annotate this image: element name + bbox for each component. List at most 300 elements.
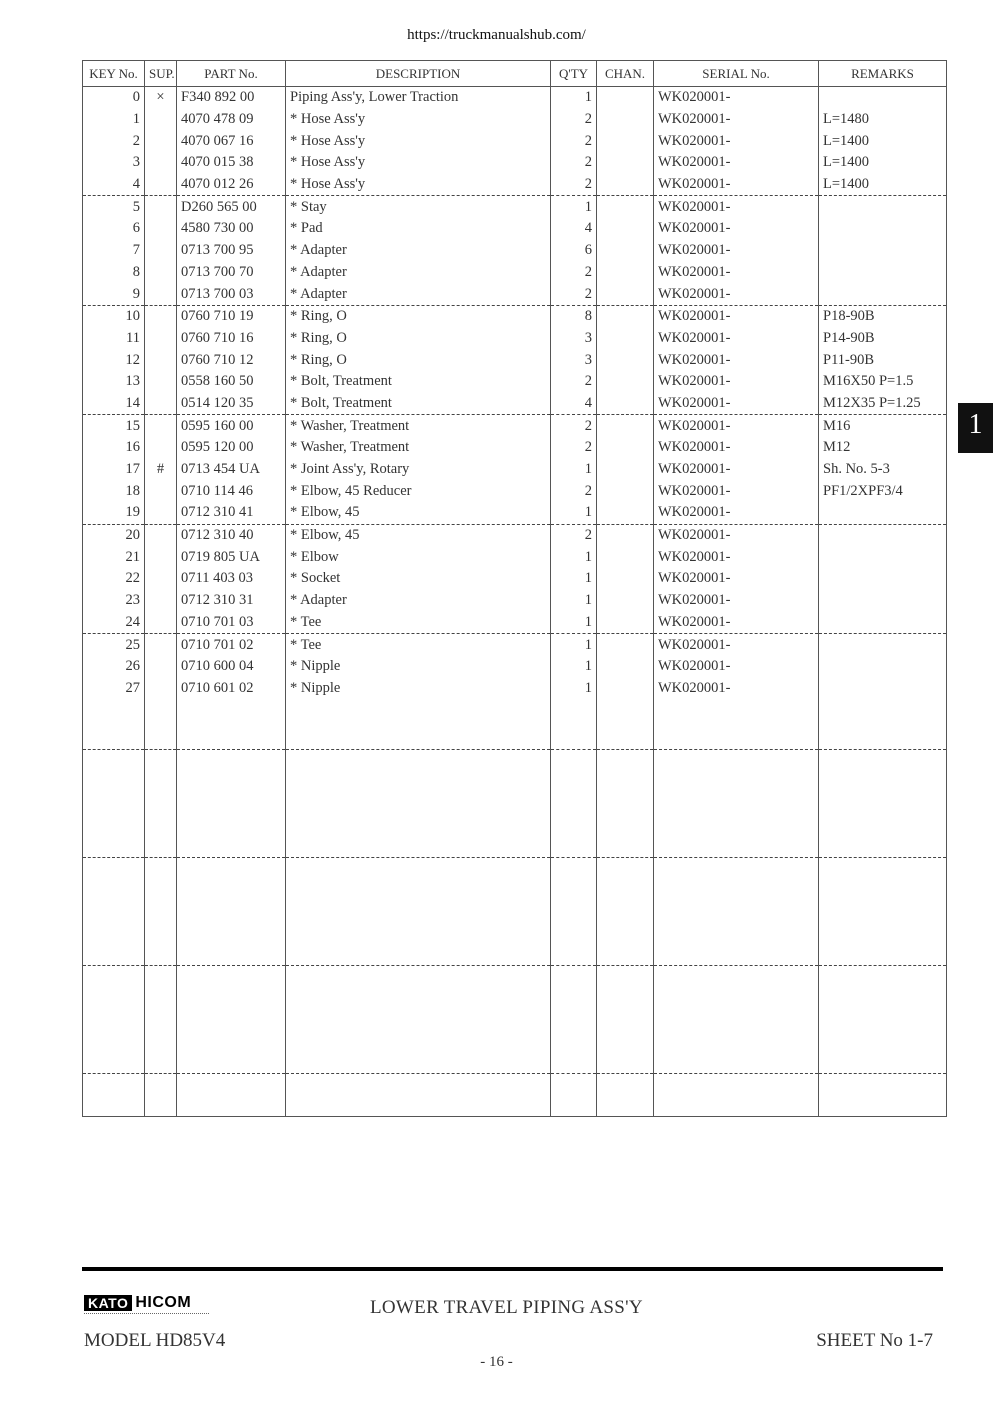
empty-cell [83, 750, 145, 858]
cell-key: 17 [83, 459, 145, 481]
cell-desc: * Washer, Treatment [286, 437, 551, 459]
cell-sup [145, 546, 177, 568]
cell-remarks [819, 656, 947, 678]
cell-sup [145, 218, 177, 240]
cell-remarks [819, 283, 947, 305]
cell-key: 24 [83, 612, 145, 634]
cell-key: 16 [83, 437, 145, 459]
cell-remarks [819, 678, 947, 700]
cell-desc: * Hose Ass'y [286, 152, 551, 174]
cell-sup [145, 130, 177, 152]
cell-chan [597, 678, 654, 700]
cell-serial: WK020001- [654, 546, 819, 568]
logo-hicom-text: HICOM [135, 1294, 192, 1311]
cell-part: 0710 114 46 [177, 480, 286, 502]
cell-qty: 2 [551, 130, 597, 152]
cell-qty: 4 [551, 393, 597, 415]
cell-chan [597, 130, 654, 152]
cell-chan [597, 218, 654, 240]
cell-qty: 6 [551, 240, 597, 262]
cell-remarks: P11-90B [819, 349, 947, 371]
cell-qty: 1 [551, 634, 597, 656]
cell-key: 21 [83, 546, 145, 568]
empty-cell [145, 750, 177, 858]
model-label: MODEL HD85V4 [84, 1330, 226, 1351]
cell-serial: WK020001- [654, 437, 819, 459]
cell-part: 0514 120 35 [177, 393, 286, 415]
empty-cell [177, 858, 286, 966]
cell-remarks [819, 87, 947, 109]
cell-desc: * Bolt, Treatment [286, 371, 551, 393]
cell-remarks: L=1400 [819, 174, 947, 196]
table-row [83, 524, 947, 546]
table-row [83, 371, 947, 393]
table-row [83, 656, 947, 678]
cell-qty: 1 [551, 196, 597, 218]
col-header-part: PART No. [177, 61, 286, 87]
empty-row-block [83, 699, 947, 750]
cell-part: 4070 067 16 [177, 130, 286, 152]
cell-desc: * Hose Ass'y [286, 130, 551, 152]
cell-chan [597, 262, 654, 284]
cell-qty: 1 [551, 656, 597, 678]
parts-table [82, 60, 947, 1117]
cell-desc: * Elbow, 45 Reducer [286, 480, 551, 502]
table-row [83, 459, 947, 481]
empty-cell [177, 699, 286, 750]
table-row [83, 218, 947, 240]
cell-part: 0558 160 50 [177, 371, 286, 393]
cell-part: 0595 120 00 [177, 437, 286, 459]
empty-cell [286, 1074, 551, 1117]
cell-qty: 2 [551, 152, 597, 174]
cell-chan [597, 634, 654, 656]
cell-remarks: P14-90B [819, 328, 947, 350]
col-header-chan: CHAN. [597, 61, 654, 87]
cell-qty: 2 [551, 480, 597, 502]
cell-part: 0710 600 04 [177, 656, 286, 678]
cell-desc: * Adapter [286, 262, 551, 284]
empty-cell [177, 966, 286, 1074]
cell-key: 26 [83, 656, 145, 678]
col-header-remarks: REMARKS [819, 61, 947, 87]
logo-kato-text: KATO [84, 1295, 132, 1311]
cell-sup [145, 349, 177, 371]
table-row [83, 612, 947, 634]
cell-remarks: M16X50 P=1.5 [819, 371, 947, 393]
empty-cell [286, 750, 551, 858]
cell-serial: WK020001- [654, 240, 819, 262]
empty-cell [83, 966, 145, 1074]
cell-key: 4 [83, 174, 145, 196]
table-header-row [83, 61, 947, 87]
col-header-key: KEY No. [83, 61, 145, 87]
cell-serial: WK020001- [654, 174, 819, 196]
col-header-qty: Q'TY [551, 61, 597, 87]
col-header-sup: SUP. [145, 61, 177, 87]
cell-key: 20 [83, 524, 145, 546]
section-tab: 1 [958, 403, 993, 453]
cell-serial: WK020001- [654, 130, 819, 152]
cell-sup [145, 196, 177, 218]
cell-serial: WK020001- [654, 480, 819, 502]
cell-desc: * Tee [286, 634, 551, 656]
cell-sup [145, 590, 177, 612]
cell-serial: WK020001- [654, 328, 819, 350]
cell-remarks: M16 [819, 415, 947, 437]
cell-serial: WK020001- [654, 87, 819, 109]
cell-remarks: M12 [819, 437, 947, 459]
table-row [83, 349, 947, 371]
cell-part: 4070 012 26 [177, 174, 286, 196]
kato-hicom-logo [84, 1294, 191, 1312]
cell-serial: WK020001- [654, 678, 819, 700]
cell-key: 27 [83, 678, 145, 700]
cell-qty: 2 [551, 283, 597, 305]
cell-qty: 1 [551, 568, 597, 590]
table-row [83, 240, 947, 262]
empty-cell [83, 858, 145, 966]
cell-part: 4070 015 38 [177, 152, 286, 174]
cell-qty: 2 [551, 415, 597, 437]
empty-cell [551, 1074, 597, 1117]
cell-serial: WK020001- [654, 196, 819, 218]
cell-qty: 2 [551, 262, 597, 284]
cell-desc: * Hose Ass'y [286, 109, 551, 131]
table-row [83, 305, 947, 327]
cell-remarks [819, 634, 947, 656]
cell-qty: 2 [551, 437, 597, 459]
cell-qty: 2 [551, 371, 597, 393]
cell-qty: 4 [551, 218, 597, 240]
cell-remarks: PF1/2XPF3/4 [819, 480, 947, 502]
table-row [83, 678, 947, 700]
cell-remarks: L=1480 [819, 109, 947, 131]
cell-desc: * Adapter [286, 590, 551, 612]
table-row [83, 130, 947, 152]
table-row [83, 328, 947, 350]
cell-serial: WK020001- [654, 305, 819, 327]
cell-key: 1 [83, 109, 145, 131]
cell-chan [597, 283, 654, 305]
logo-subline [84, 1313, 209, 1316]
empty-cell [654, 699, 819, 750]
cell-part: 4580 730 00 [177, 218, 286, 240]
empty-cell [597, 966, 654, 1074]
cell-part: 0713 454 UA [177, 459, 286, 481]
table-row [83, 174, 947, 196]
cell-sup [145, 283, 177, 305]
empty-cell [286, 699, 551, 750]
cell-sup [145, 568, 177, 590]
cell-chan [597, 524, 654, 546]
cell-sup [145, 415, 177, 437]
cell-part: 0760 710 12 [177, 349, 286, 371]
cell-part: 4070 478 09 [177, 109, 286, 131]
cell-key: 2 [83, 130, 145, 152]
cell-key: 9 [83, 283, 145, 305]
cell-remarks: Sh. No. 5-3 [819, 459, 947, 481]
cell-key: 13 [83, 371, 145, 393]
cell-desc: * Adapter [286, 283, 551, 305]
cell-remarks [819, 590, 947, 612]
cell-desc: * Pad [286, 218, 551, 240]
cell-part: 0710 701 03 [177, 612, 286, 634]
cell-desc: * Elbow, 45 [286, 502, 551, 524]
empty-cell [177, 1074, 286, 1117]
cell-desc: * Ring, O [286, 349, 551, 371]
cell-serial: WK020001- [654, 459, 819, 481]
cell-sup [145, 174, 177, 196]
cell-desc: * Washer, Treatment [286, 415, 551, 437]
cell-chan [597, 349, 654, 371]
cell-key: 10 [83, 305, 145, 327]
cell-chan [597, 174, 654, 196]
cell-key: 6 [83, 218, 145, 240]
cell-remarks [819, 218, 947, 240]
empty-row-block [83, 966, 947, 1074]
cell-serial: WK020001- [654, 656, 819, 678]
cell-serial: WK020001- [654, 109, 819, 131]
empty-cell [145, 1074, 177, 1117]
cell-sup [145, 480, 177, 502]
cell-chan [597, 393, 654, 415]
cell-qty: 1 [551, 590, 597, 612]
table-row [83, 480, 947, 502]
cell-sup [145, 678, 177, 700]
cell-serial: WK020001- [654, 393, 819, 415]
empty-cell [83, 699, 145, 750]
cell-desc: * Adapter [286, 240, 551, 262]
cell-part: 0712 310 31 [177, 590, 286, 612]
empty-cell [819, 750, 947, 858]
cell-serial: WK020001- [654, 349, 819, 371]
empty-cell [654, 1074, 819, 1117]
empty-cell [145, 966, 177, 1074]
cell-sup [145, 502, 177, 524]
empty-cell [819, 1074, 947, 1117]
cell-sup [145, 437, 177, 459]
cell-chan [597, 109, 654, 131]
cell-key: 15 [83, 415, 145, 437]
cell-sup [145, 262, 177, 284]
cell-sup: × [145, 87, 177, 109]
empty-row-block [83, 858, 947, 966]
cell-remarks: L=1400 [819, 130, 947, 152]
cell-part: D260 565 00 [177, 196, 286, 218]
cell-qty: 1 [551, 459, 597, 481]
cell-remarks [819, 502, 947, 524]
cell-key: 12 [83, 349, 145, 371]
table-row [83, 502, 947, 524]
empty-cell [551, 966, 597, 1074]
table-row [83, 152, 947, 174]
empty-cell [597, 1074, 654, 1117]
cell-remarks [819, 196, 947, 218]
cell-part: 0710 701 02 [177, 634, 286, 656]
cell-desc: * Ring, O [286, 305, 551, 327]
empty-cell [551, 858, 597, 966]
cell-desc: * Nipple [286, 656, 551, 678]
cell-part: 0712 310 40 [177, 524, 286, 546]
cell-sup [145, 524, 177, 546]
cell-chan [597, 152, 654, 174]
cell-desc: * Stay [286, 196, 551, 218]
cell-desc: * Tee [286, 612, 551, 634]
cell-serial: WK020001- [654, 371, 819, 393]
sheet-number: SHEET No 1-7 [816, 1330, 933, 1351]
cell-serial: WK020001- [654, 612, 819, 634]
table-row [83, 87, 947, 109]
cell-qty: 1 [551, 612, 597, 634]
empty-cell [654, 858, 819, 966]
cell-qty: 2 [551, 174, 597, 196]
cell-key: 11 [83, 328, 145, 350]
cell-serial: WK020001- [654, 152, 819, 174]
cell-desc: * Elbow, 45 [286, 524, 551, 546]
cell-qty: 2 [551, 109, 597, 131]
cell-sup [145, 393, 177, 415]
cell-part: 0760 710 16 [177, 328, 286, 350]
cell-key: 22 [83, 568, 145, 590]
table-row [83, 415, 947, 437]
table-row [83, 393, 947, 415]
cell-remarks [819, 240, 947, 262]
col-header-serial: SERIAL No. [654, 61, 819, 87]
source-url: https://truckmanualshub.com/ [407, 27, 586, 43]
cell-chan [597, 656, 654, 678]
cell-sup [145, 305, 177, 327]
cell-key: 8 [83, 262, 145, 284]
cell-remarks [819, 262, 947, 284]
cell-serial: WK020001- [654, 218, 819, 240]
cell-sup [145, 656, 177, 678]
cell-qty: 1 [551, 546, 597, 568]
table-row [83, 546, 947, 568]
cell-qty: 3 [551, 328, 597, 350]
cell-serial: WK020001- [654, 262, 819, 284]
cell-desc: * Nipple [286, 678, 551, 700]
cell-serial: WK020001- [654, 524, 819, 546]
table-row [83, 437, 947, 459]
cell-part: 0710 601 02 [177, 678, 286, 700]
table-row [83, 283, 947, 305]
empty-cell [819, 699, 947, 750]
empty-cell [177, 750, 286, 858]
parts-table-body [83, 87, 947, 1117]
cell-sup [145, 612, 177, 634]
cell-desc: * Ring, O [286, 328, 551, 350]
cell-desc: * Socket [286, 568, 551, 590]
cell-remarks: L=1400 [819, 152, 947, 174]
empty-cell [145, 699, 177, 750]
cell-key: 5 [83, 196, 145, 218]
cell-chan [597, 240, 654, 262]
cell-desc: * Bolt, Treatment [286, 393, 551, 415]
cell-remarks [819, 546, 947, 568]
cell-qty: 8 [551, 305, 597, 327]
cell-desc: Piping Ass'y, Lower Traction [286, 87, 551, 109]
cell-sup [145, 371, 177, 393]
cell-key: 3 [83, 152, 145, 174]
cell-serial: WK020001- [654, 502, 819, 524]
cell-key: 7 [83, 240, 145, 262]
cell-part: 0595 160 00 [177, 415, 286, 437]
cell-part: 0713 700 95 [177, 240, 286, 262]
cell-sup [145, 109, 177, 131]
cell-part: F340 892 00 [177, 87, 286, 109]
cell-serial: WK020001- [654, 283, 819, 305]
cell-chan [597, 590, 654, 612]
cell-serial: WK020001- [654, 568, 819, 590]
empty-row-block [83, 1074, 947, 1117]
cell-key: 25 [83, 634, 145, 656]
empty-cell [654, 750, 819, 858]
cell-desc: * Elbow [286, 546, 551, 568]
cell-remarks [819, 568, 947, 590]
cell-qty: 1 [551, 502, 597, 524]
table-row [83, 634, 947, 656]
empty-cell [551, 750, 597, 858]
cell-key: 18 [83, 480, 145, 502]
empty-cell [819, 966, 947, 1074]
empty-cell [597, 858, 654, 966]
cell-desc: * Hose Ass'y [286, 174, 551, 196]
cell-chan [597, 415, 654, 437]
cell-part: 0712 310 41 [177, 502, 286, 524]
empty-cell [286, 966, 551, 1074]
cell-qty: 1 [551, 87, 597, 109]
table-row [83, 196, 947, 218]
cell-chan [597, 612, 654, 634]
cell-desc: * Joint Ass'y, Rotary [286, 459, 551, 481]
empty-cell [819, 858, 947, 966]
cell-qty: 1 [551, 678, 597, 700]
empty-cell [145, 858, 177, 966]
cell-remarks: P18-90B [819, 305, 947, 327]
cell-key: 0 [83, 87, 145, 109]
cell-chan [597, 437, 654, 459]
cell-key: 14 [83, 393, 145, 415]
empty-cell [286, 858, 551, 966]
cell-remarks [819, 612, 947, 634]
empty-cell [597, 750, 654, 858]
empty-cell [83, 1074, 145, 1117]
cell-chan [597, 502, 654, 524]
cell-remarks [819, 524, 947, 546]
cell-chan [597, 87, 654, 109]
empty-cell [551, 699, 597, 750]
cell-part: 0719 805 UA [177, 546, 286, 568]
cell-chan [597, 196, 654, 218]
cell-sup [145, 240, 177, 262]
cell-part: 0713 700 03 [177, 283, 286, 305]
cell-sup [145, 328, 177, 350]
cell-chan [597, 371, 654, 393]
cell-serial: WK020001- [654, 634, 819, 656]
cell-chan [597, 328, 654, 350]
table-row [83, 590, 947, 612]
cell-part: 0760 710 19 [177, 305, 286, 327]
empty-row-block [83, 750, 947, 858]
cell-serial: WK020001- [654, 590, 819, 612]
cell-chan [597, 480, 654, 502]
empty-cell [654, 966, 819, 1074]
page-number: - 16 - [480, 1354, 513, 1370]
table-row [83, 568, 947, 590]
col-header-description: DESCRIPTION [286, 61, 551, 87]
cell-sup [145, 634, 177, 656]
